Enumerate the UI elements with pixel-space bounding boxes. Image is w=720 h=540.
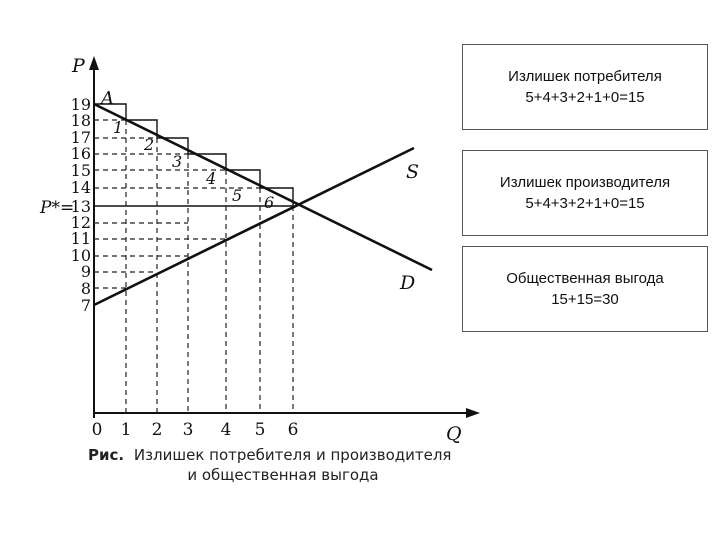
y-tick: 11 <box>70 229 91 248</box>
social-benefit-value: 15+15=30 <box>551 291 619 308</box>
supply-label: S <box>406 161 420 183</box>
x-tick: 2 <box>151 420 163 440</box>
consumer-surplus-box <box>462 44 708 130</box>
pstar-label: P*= <box>40 198 75 218</box>
y-tick: 8 <box>80 279 91 298</box>
consumer-surplus-value: 5+4+3+2+1+0=15 <box>525 89 645 106</box>
step-label: 4 <box>206 169 217 188</box>
step-label: 1 <box>113 118 124 137</box>
x-tick: 1 <box>120 420 132 440</box>
y-tick: 13 <box>70 197 91 216</box>
y-tick: 15 <box>70 161 91 180</box>
x-axis-label: Q <box>446 423 462 445</box>
x-tick: 0 <box>91 420 103 440</box>
figure-caption-line1 <box>88 446 451 464</box>
x-tick: 4 <box>220 420 232 440</box>
x-tick-labels <box>92 420 299 440</box>
caption-text: Излишек потребителя и производителя <box>133 446 452 464</box>
producer-surplus-box <box>462 150 708 236</box>
y-tick: 14 <box>70 178 91 197</box>
consumer-surplus-title: Излишек потребителя <box>508 68 662 85</box>
x-tick: 3 <box>182 420 194 440</box>
y-tick: 9 <box>80 262 91 281</box>
producer-surplus-value: 5+4+3+2+1+0=15 <box>525 195 645 212</box>
x-axis-arrow <box>466 408 480 418</box>
caption-prefix: Рис. <box>88 446 125 464</box>
x-tick: 6 <box>287 420 299 440</box>
y-tick-labels <box>71 95 91 315</box>
step-label: 2 <box>144 135 155 154</box>
y-tick: 12 <box>70 213 91 232</box>
figure-caption-line2: и общественная выгода <box>187 466 379 484</box>
y-tick: 17 <box>70 128 91 147</box>
social-benefit-title: Общественная выгода <box>506 270 664 287</box>
y-tick: 19 <box>70 95 91 114</box>
demand-line <box>94 104 432 270</box>
y-axis-label: P <box>72 55 85 77</box>
demand-label: D <box>400 272 416 294</box>
y-tick: 16 <box>70 144 91 163</box>
y-tick: 7 <box>80 296 91 315</box>
social-benefit-box <box>462 246 708 332</box>
step-label: 6 <box>264 193 275 212</box>
quantity-guides <box>126 120 293 413</box>
point-a-label: A <box>101 88 114 109</box>
y-tick: 10 <box>70 246 91 265</box>
x-tick: 5 <box>254 420 266 440</box>
step-label: 3 <box>172 152 183 171</box>
step-labels <box>113 118 274 212</box>
y-axis-arrow <box>89 56 99 70</box>
step-label: 5 <box>232 186 243 205</box>
y-tick: 18 <box>70 111 91 130</box>
producer-surplus-title: Излишек производителя <box>499 174 671 191</box>
supply-line <box>94 148 414 305</box>
